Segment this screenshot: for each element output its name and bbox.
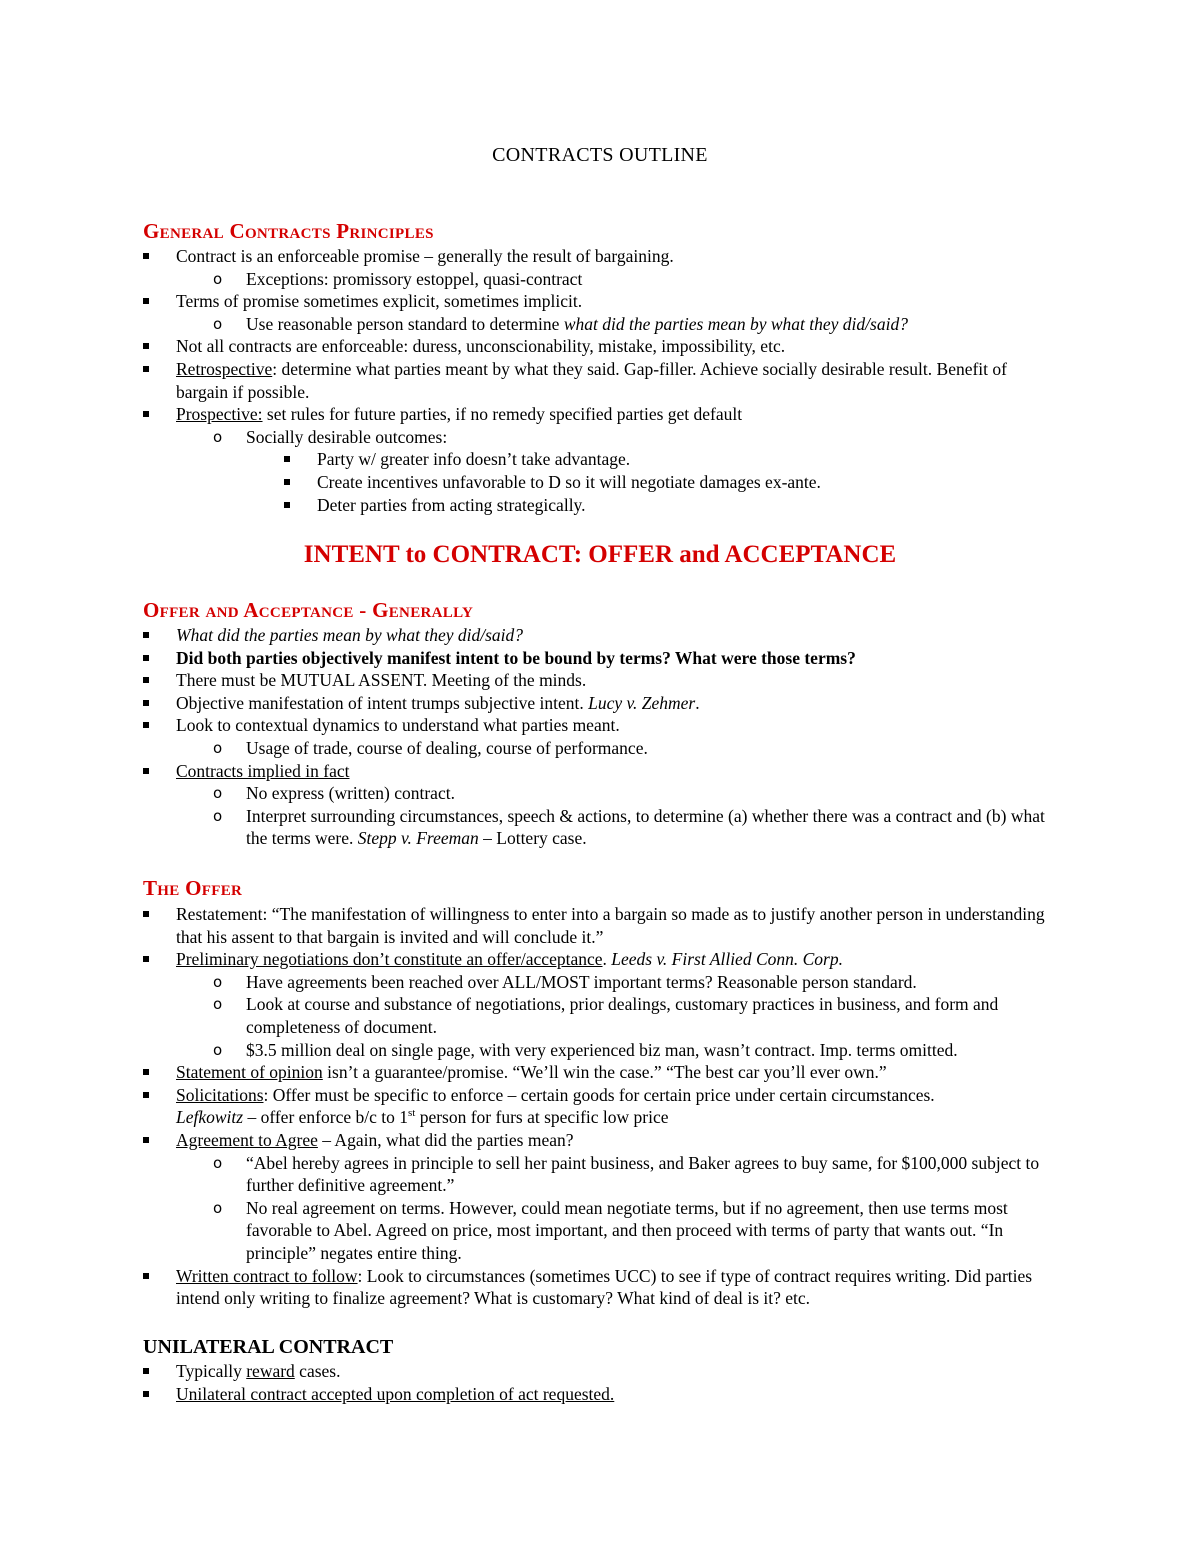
list-item: o Socially desirable outcomes:	[213, 426, 448, 447]
list-item: Contracts implied in fact	[143, 760, 1063, 783]
circle-bullet-icon: o	[213, 1040, 223, 1059]
square-bullet-icon	[143, 911, 149, 917]
list-item: What did the parties mean by what they did/said?	[143, 624, 1063, 647]
section-heading-the-offer: The Offer	[143, 876, 243, 900]
square-bullet-icon	[284, 479, 290, 485]
list-item: Typically reward cases.	[143, 1360, 1063, 1383]
circle-bullet-icon: o	[213, 738, 223, 757]
list-item: Solicitations: Offer must be specific to enforce – certain goods for certain price under certain circumstances. Lefkowitz – offer enforce b/c to 1st person for furs at specific low price	[143, 1084, 1063, 1129]
square-bullet-icon	[143, 677, 149, 683]
list-item: Statement of opinion isn’t a guarantee/promise. “We’ll win the case.” “The best car you’ll ever own.”	[143, 1061, 1063, 1084]
circle-bullet-icon: o	[213, 806, 223, 825]
list-item: Retrospective: determine what parties meant by what they said. Gap-filler. Achieve socially desirable result. Benefit of bargain if possible.	[143, 358, 1063, 403]
list-item: o $3.5 million deal on single page, with very experienced biz man, wasn’t contract. Imp. terms omitted.	[213, 1039, 958, 1060]
unilateral-list	[143, 1360, 1063, 1405]
square-bullet-icon	[143, 1391, 149, 1397]
square-bullet-icon	[284, 456, 290, 462]
circle-bullet-icon: o	[213, 995, 223, 1014]
list-item: Preliminary negotiations don’t constitute an offer/acceptance. Leeds v. First Allied Conn. Corp.	[143, 948, 1063, 971]
list-item: There must be MUTUAL ASSENT. Meeting of the minds.	[143, 669, 1063, 692]
list-item: Objective manifestation of intent trumps subjective intent. Lucy v. Zehmer.	[143, 692, 1063, 715]
list-item: Unilateral contract accepted upon completion of act requested.	[143, 1383, 1063, 1406]
square-bullet-icon	[143, 366, 149, 372]
list-item: Agreement to Agree – Again, what did the parties mean?	[143, 1129, 1063, 1152]
list-item: Not all contracts are enforceable: duress, unconscionability, mistake, impossibility, etc.	[143, 335, 1063, 358]
list-item: o Exceptions: promissory estoppel, quasi-contract	[213, 268, 583, 289]
circle-bullet-icon: o	[213, 427, 223, 446]
offer-acceptance-list	[143, 624, 1063, 850]
list-item: Restatement: “The manifestation of willingness to enter into a bargain so made as to justify another person in understanding that his assent to that bargain is invited and will conclude it.”	[143, 903, 1063, 948]
list-item: Did both parties objectively manifest intent to be bound by terms? What were those terms?	[143, 647, 1063, 670]
square-bullet-icon	[143, 1069, 149, 1075]
list-item: Contract is an enforceable promise – generally the result of bargaining.	[143, 245, 1063, 268]
circle-bullet-icon: o	[213, 784, 223, 803]
list-item: Terms of promise sometimes explicit, sometimes implicit.	[143, 290, 1063, 313]
circle-bullet-icon: o	[213, 314, 223, 333]
list-item: Party w/ greater info doesn’t take advantage.	[143, 448, 1063, 471]
list-item: o No real agreement on terms. However, could mean negotiate terms, but if no agreement, then use terms most favorable to Abel. Agreed on price, most important, and then proceed with terms of party that wants out. “In principle” negates entire thing.	[213, 1197, 1008, 1263]
circle-bullet-icon: o	[213, 1198, 223, 1217]
square-bullet-icon	[143, 343, 149, 349]
square-bullet-icon	[143, 956, 149, 962]
list-item: o Have agreements been reached over ALL/MOST important terms? Reasonable person standard.	[213, 971, 917, 992]
square-bullet-icon	[143, 722, 149, 728]
list-item: Prospective: set rules for future parties, if no remedy specified parties get default	[143, 403, 1063, 426]
circle-bullet-icon: o	[213, 972, 223, 991]
square-bullet-icon	[143, 1368, 149, 1374]
square-bullet-icon	[143, 1273, 149, 1279]
square-bullet-icon	[143, 1092, 149, 1098]
square-bullet-icon	[143, 768, 149, 774]
square-bullet-icon	[143, 655, 149, 661]
list-item: Create incentives unfavorable to D so it will negotiate damages ex-ante.	[143, 471, 1063, 494]
section-heading-offer-acceptance: Offer and Acceptance - Generally	[143, 598, 474, 622]
circle-bullet-icon: o	[213, 269, 223, 288]
circle-bullet-icon: o	[213, 1153, 223, 1172]
list-item: o No express (written) contract.	[213, 783, 455, 804]
square-bullet-icon	[143, 298, 149, 304]
list-item: o “Abel hereby agrees in principle to sell her paint business, and Baker agrees to buy same, for $100,000 subject to further definitive agreement.”	[213, 1152, 1040, 1196]
list-item: Written contract to follow: Look to circumstances (sometimes UCC) to see if type of contract requires writing. Did parties intend only writing to finalize agreement? What is customary? What kind of deal is it? etc.	[143, 1265, 1063, 1310]
list-item: Deter parties from acting strategically.	[143, 494, 1063, 517]
document-title: CONTRACTS OUTLINE	[492, 144, 708, 166]
intent-heading: INTENT to CONTRACT: OFFER and ACCEPTANCE	[303, 541, 897, 568]
offer-list	[143, 903, 1063, 1310]
square-bullet-icon	[143, 632, 149, 638]
section-heading-unilateral: UNILATERAL CONTRACT	[143, 1336, 394, 1358]
section-heading-general: General Contracts Principles	[143, 219, 434, 243]
list-item: o Interpret surrounding circumstances, speech & actions, to determine (a) whether there was a contract and (b) what the terms were. Stepp v. Freeman – Lottery case.	[213, 805, 1045, 849]
square-bullet-icon	[143, 253, 149, 259]
list-item: Look to contextual dynamics to understand what parties meant.	[143, 714, 1063, 737]
list-item: o Usage of trade, course of dealing, course of performance.	[213, 737, 648, 758]
list-item: o Look at course and substance of negotiations, prior dealings, customary practices in business, and form and completeness of document.	[213, 994, 999, 1037]
square-bullet-icon	[143, 411, 149, 417]
square-bullet-icon	[143, 700, 149, 706]
general-list	[143, 245, 1063, 516]
square-bullet-icon	[284, 502, 290, 508]
list-item: o Use reasonable person standard to determine what did the parties mean by what they did/said?	[213, 313, 908, 334]
square-bullet-icon	[143, 1137, 149, 1143]
